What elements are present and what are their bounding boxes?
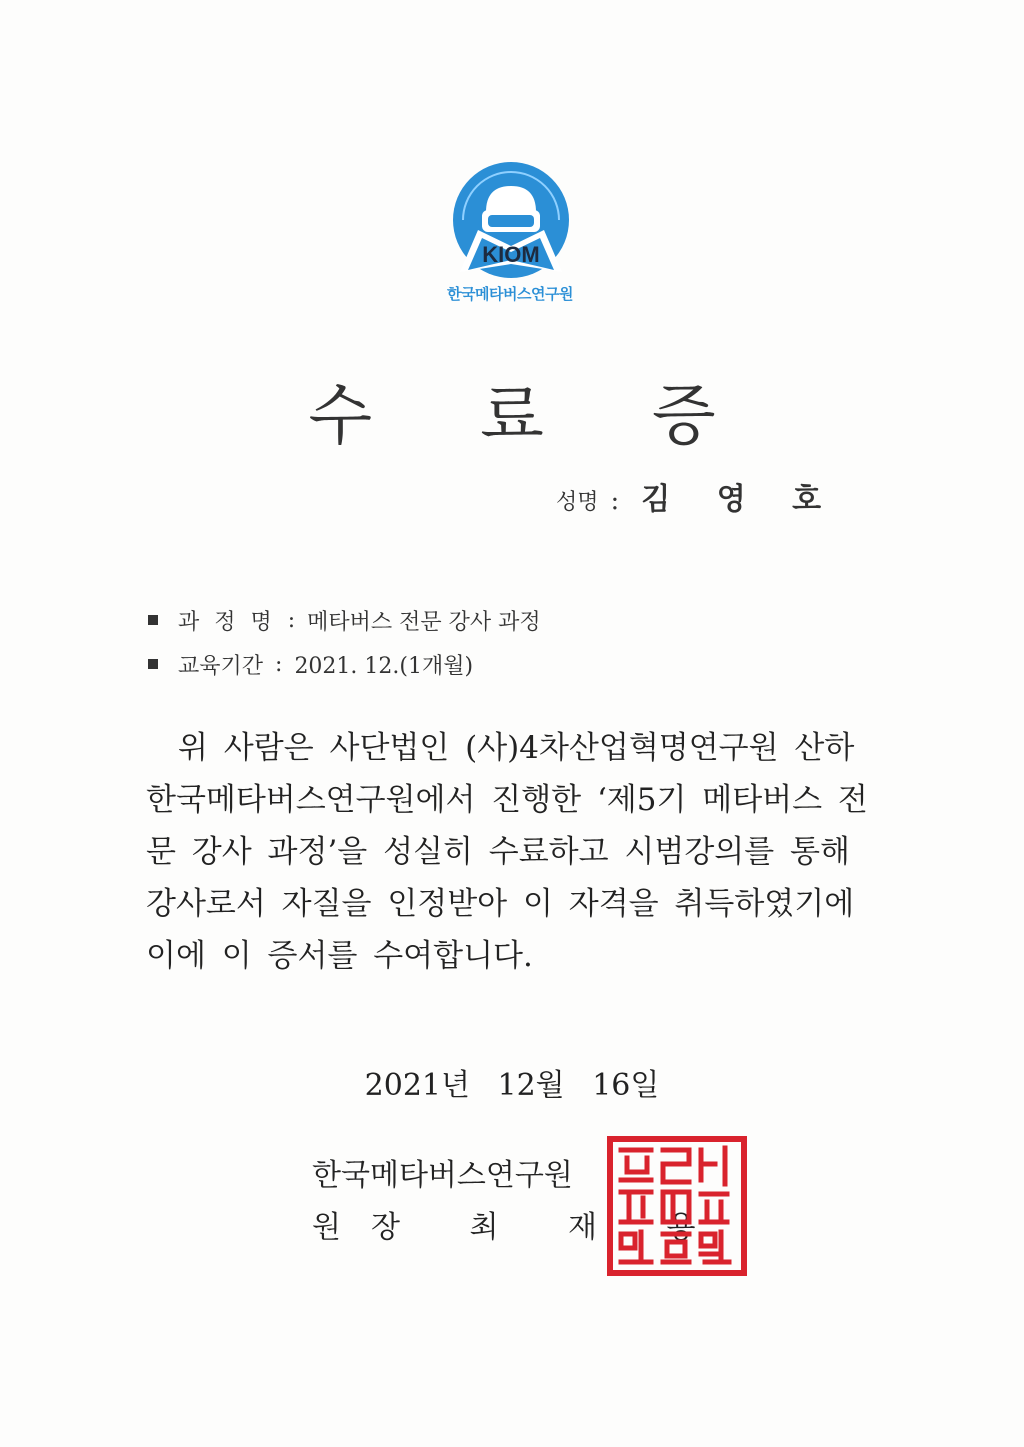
- body-line: 이에 이 증서를 수여합니다.: [146, 938, 533, 974]
- official-seal: [607, 1136, 747, 1276]
- issuer-title: 원장 최 재 용: [312, 1210, 726, 1245]
- recipient-row: [556, 474, 839, 518]
- recipient-label: 성명: [556, 490, 599, 515]
- issuer-org: 한국메타버스연구원: [312, 1158, 573, 1193]
- course-period-row: [148, 642, 541, 686]
- body-line: 문 강사 과정’을 성실히 수료하고 시범강의를 통해: [146, 834, 850, 870]
- course-name-value: 메타버스 전문 강사 과정: [307, 609, 541, 635]
- course-name-label: 과 정 명: [178, 609, 276, 635]
- certificate-body: [146, 722, 878, 982]
- colon: :: [287, 607, 296, 633]
- course-period-value: 2021. 12.(1개월): [294, 653, 474, 679]
- course-info: [148, 598, 541, 686]
- recipient-name: 김 영 호: [641, 482, 840, 517]
- course-period-label: 교육기간: [178, 653, 264, 679]
- body-line: 위 사람은 사단법인 (사)4차산업혁명연구원 산하: [178, 730, 855, 766]
- logo-abbr: KIOM: [482, 242, 540, 267]
- certificate-title: [0, 362, 1024, 457]
- colon: :: [610, 486, 620, 516]
- title-char: 증: [651, 377, 716, 454]
- seal-stamp-icon: [607, 1136, 747, 1276]
- bullet-square: [148, 615, 158, 625]
- kiom-logo: [438, 160, 584, 300]
- bullet-square: [148, 659, 158, 669]
- issue-date: 2021년 12월 16일: [364, 1068, 660, 1103]
- body-line: 강사로서 자질을 인정받아 이 자격을 취득하였기에: [146, 886, 855, 922]
- title-char: 료: [480, 377, 544, 454]
- logo-org-name: 한국메타버스연구원: [447, 285, 573, 303]
- body-line: 한국메타버스연구원에서 진행한 ‘제5기 메타버스 전: [146, 782, 868, 818]
- title-char: 수: [308, 377, 373, 454]
- course-name-row: [148, 598, 541, 642]
- vr-headset-book-icon: [438, 160, 584, 278]
- colon: :: [275, 651, 283, 677]
